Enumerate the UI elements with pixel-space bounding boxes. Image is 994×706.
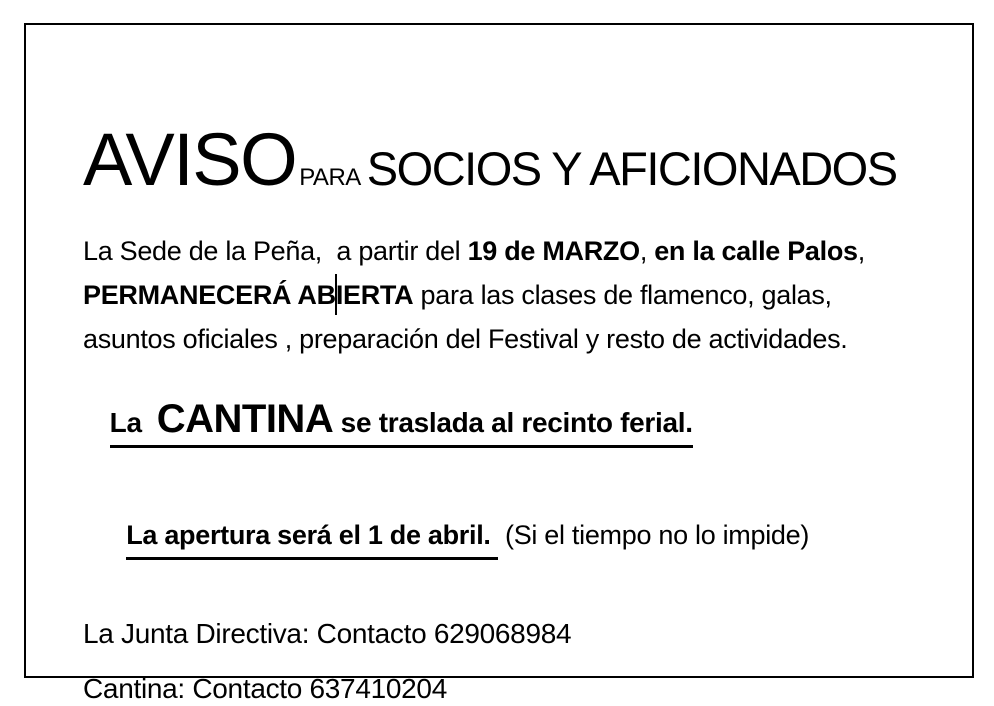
- paragraph-line-1[interactable]: [83, 229, 944, 273]
- text-segment: La: [109, 406, 157, 438]
- text-segment: La Sede de la Peña, a partir del: [83, 236, 468, 266]
- text-segment-bold: PERMANECERÁ AB: [83, 280, 336, 310]
- text-segment-bold: IERTA: [335, 280, 414, 310]
- paragraph-line-3[interactable]: [83, 317, 944, 361]
- title-word-aviso: AVISO: [83, 118, 297, 201]
- contact-junta-line[interactable]: La Junta Directiva: Contacto 629068984: [83, 618, 572, 650]
- main-paragraph[interactable]: [83, 229, 944, 361]
- text-segment: para las clases de flamenco, galas,: [413, 280, 832, 310]
- cantina-announcement-line[interactable]: [83, 379, 944, 465]
- text-segment: se traslada al recinto ferial.: [333, 406, 693, 438]
- text-segment: ,: [857, 236, 865, 266]
- title-word-para: PARA: [299, 164, 361, 191]
- text-segment-bold-date: 19 de MARZO: [467, 236, 640, 266]
- notice-title: [83, 118, 944, 201]
- opening-date-underlined-text: La apertura será el 1 de abril.: [126, 518, 498, 560]
- text-segment: ,: [639, 236, 655, 266]
- opening-date-line[interactable]: [83, 483, 944, 595]
- cantina-word-large: CANTINA: [156, 396, 334, 441]
- text-segment: asuntos oficiales , preparación del Festival y resto de actividades.: [83, 324, 848, 354]
- contact-cantina-line[interactable]: Cantina: Contacto 637410204: [83, 673, 447, 705]
- title-word-socios: SOCIOS Y AFICIONADOS: [366, 142, 897, 195]
- weather-note-text: (Si el tiempo no lo impide): [497, 520, 810, 551]
- paragraph-line-2[interactable]: [83, 273, 944, 317]
- text-segment-bold-street: en la calle Palos: [654, 236, 858, 266]
- cantina-underlined-text: [110, 397, 693, 448]
- page-border-frame: [24, 23, 974, 705]
